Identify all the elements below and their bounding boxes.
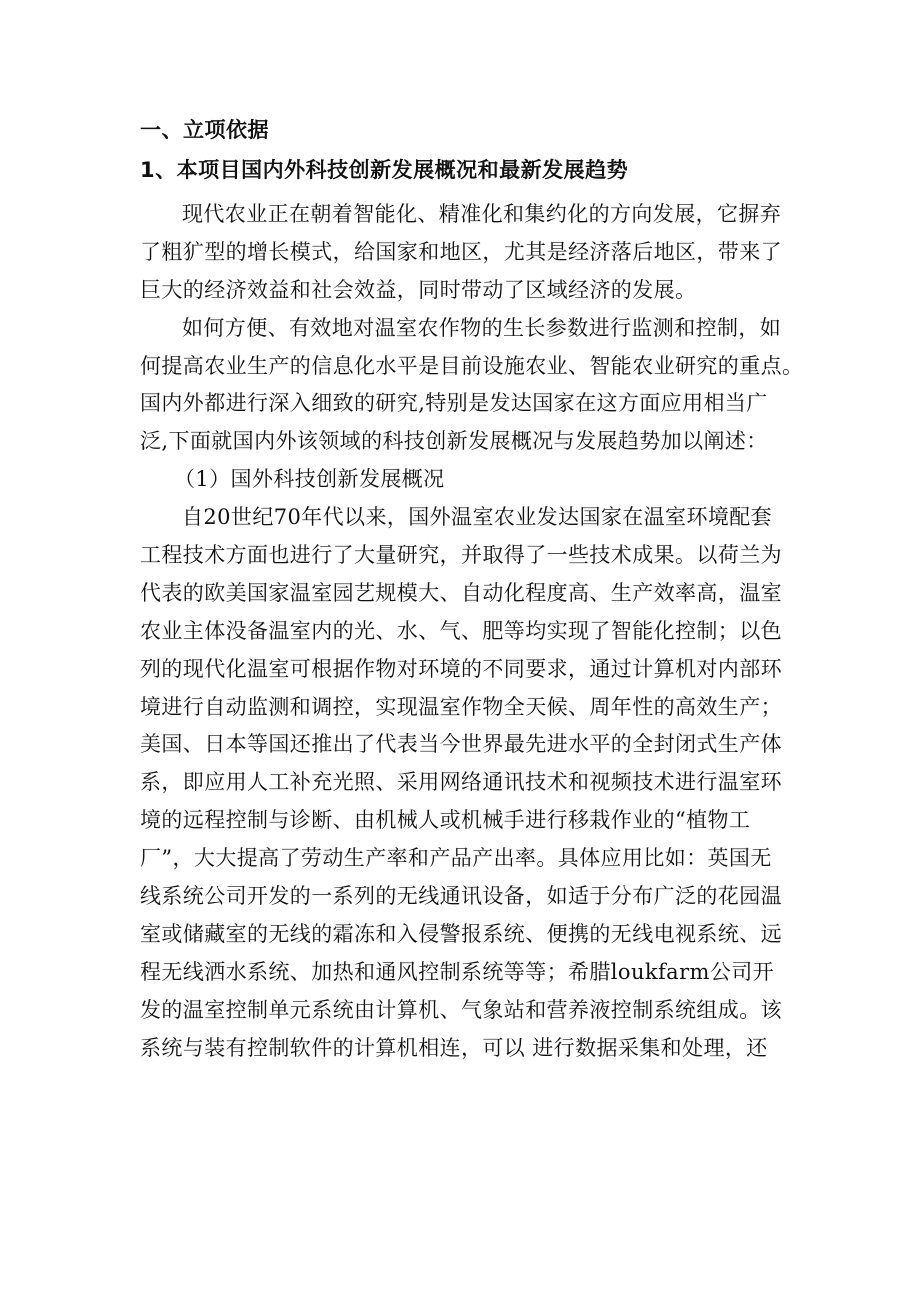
- paragraph-line: 境的远程控制与诊断、由机械人或机械手进行移栽作业的“植物工: [140, 808, 751, 833]
- subheading-foreign-overview: （1）国外科技创新发展概况: [174, 467, 445, 492]
- paragraph-line: 何提高农业生产的信息化水平是目前设施农业、智能农业研究的重点。: [140, 353, 804, 378]
- paragraph-line: 发的温室控制单元系统由计算机、气象站和营养液控制系统组成。该: [140, 997, 782, 1022]
- paragraph-line: 境进行自动监测和调控，实现温室作物全天候、周年性的高效生产；: [140, 694, 782, 719]
- paragraph-line: 系，即应用人工补充光照、采用网络通讯技术和视频技术进行温室环: [140, 770, 782, 795]
- paragraph-line: 室或储藏室的无线的霜冻和入侵警报系统、便携的无线电视系统、远: [140, 921, 782, 946]
- paragraph-line: 线系统公司开发的一系列的无线通讯设备，如适于分布广泛的花园温: [140, 884, 782, 909]
- paragraph-line: 代表的欧美国家温室园艺规模大、自动化程度高、生产效率高，温室: [140, 580, 782, 605]
- section-title: 一、立项依据: [140, 118, 269, 142]
- paragraph-line: 农业主体没备温室内的光、水、气、肥等均实现了智能化控制；以色: [140, 618, 782, 643]
- paragraph-line: 泛,下面就国内外该领域的科技创新发展概况与发展趋势加以阐述：: [140, 429, 768, 454]
- paragraph-line: 列的现代化温室可根据作物对环境的不同要求，通过计算机对内部环: [140, 656, 782, 681]
- paragraph-line: 厂”，大大提高了劳动生产率和产品产出率。具体应用比如：英国无: [140, 846, 772, 871]
- paragraph-line: 巨大的经济效益和社会效益，同时带动了区域经济的发展。: [140, 277, 697, 302]
- paragraph-line: 自20世纪70年代以来，国外温室农业发达国家在温室环境配套: [182, 505, 773, 530]
- paragraph-line: 国内外都进行深入细致的研究,特别是发达国家在这方面应用相当广: [140, 391, 768, 416]
- paragraph-line: 美国、日本等国还推出了代表当今世界最先进水平的全封闭式生产体: [140, 732, 782, 757]
- paragraph-line: 了粗犷型的增长模式，给国家和地区，尤其是经济落后地区，带来了: [140, 239, 782, 264]
- paragraph-line: 程无线洒水系统、加热和通风控制系统等等；希腊loukfarm公司开: [140, 959, 775, 984]
- paragraph-line: 现代农业正在朝着智能化、精准化和集约化的方向发展，它摒弃: [182, 202, 782, 226]
- paragraph-line: 工程技术方面也进行了大量研究，并取得了一些技术成果。以荷兰为: [140, 543, 782, 568]
- body-text: [140, 196, 804, 1067]
- paragraph-line: 系统与装有控制软件的计算机相连，可以 进行数据采集和处理，还: [140, 1035, 768, 1060]
- subsection-title: 1、本项目国内外科技创新发展概况和最新发展趋势: [140, 158, 629, 182]
- paragraph-line: 如何方便、有效地对温室农作物的生长参数进行监测和控制，如: [182, 315, 782, 340]
